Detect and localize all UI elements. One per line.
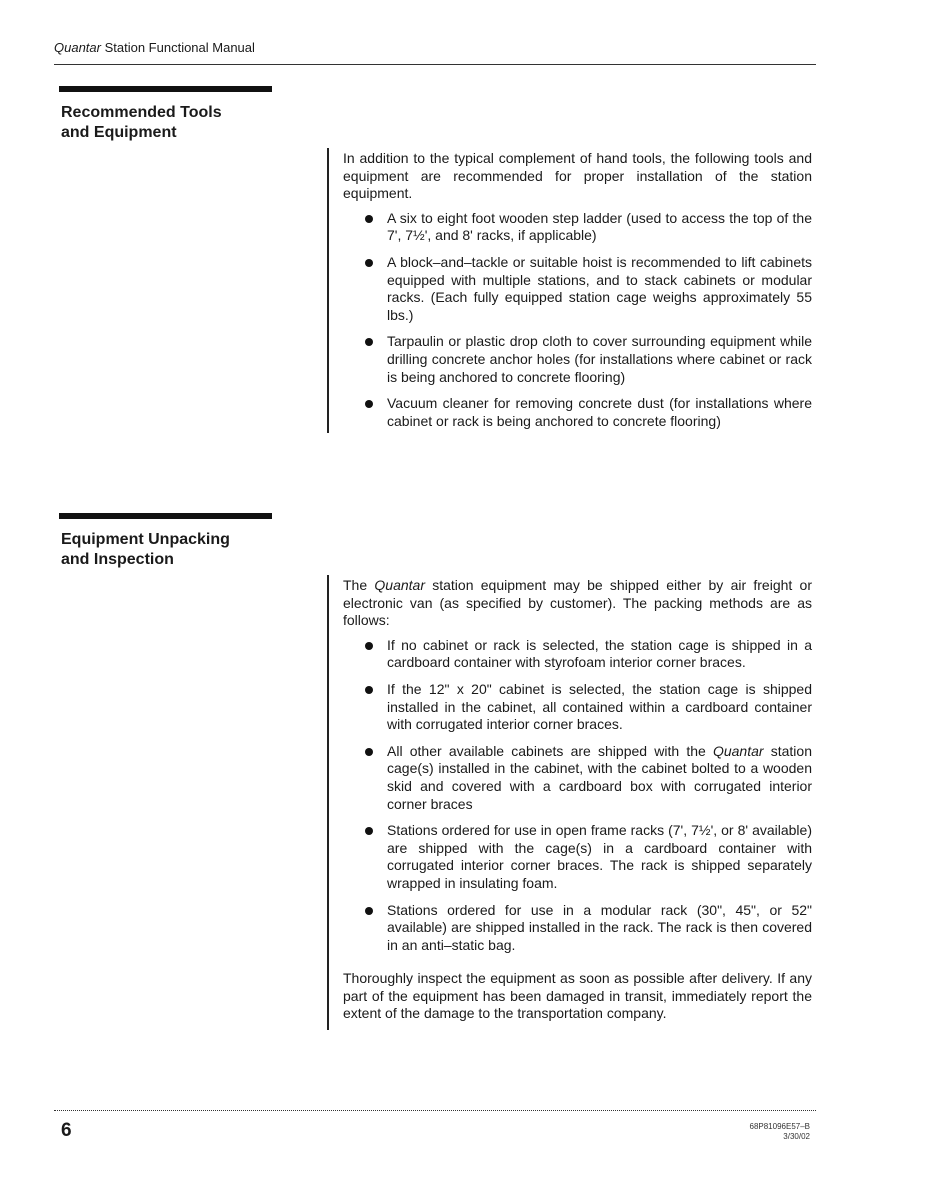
- bullet-list: [343, 637, 812, 955]
- list-item-text: If no cabinet or rack is selected, the station cage is shipped in a cardboard container with styrofoam interior corner braces.: [387, 636, 812, 671]
- intro-text: station equipment may be shipped either by air freight or electronic van (as specified by customer). The packing methods are as follows:: [343, 577, 813, 629]
- document-code: [750, 1122, 811, 1142]
- list-item-text: Stations ordered for use in a modular rack (30", 45", or 52" available) are shipped installed in the rack. The rack is then covered in an anti–static bag.: [387, 901, 812, 953]
- list-item-text: A six to eight foot wooden step ladder (used to access the top of the 7', 7½', and 8' racks, if applicable): [387, 209, 812, 244]
- list-item: [343, 902, 812, 955]
- bullet-icon: [365, 400, 373, 408]
- bullet-icon: [365, 748, 373, 756]
- list-item: [343, 254, 812, 324]
- list-item: [343, 333, 812, 386]
- change-bar: [327, 148, 329, 433]
- section-bar-unpacking: [59, 513, 272, 519]
- running-header: [54, 40, 255, 55]
- section-title-tools: [61, 103, 291, 143]
- bullet-icon: [365, 686, 373, 694]
- bullet-icon: [365, 215, 373, 223]
- intro-text: The: [343, 577, 375, 593]
- product-name: Quantar: [374, 577, 425, 593]
- section-title-line: and Equipment: [61, 124, 177, 141]
- doc-date: 3/30/02: [783, 1132, 810, 1141]
- page-number: 6: [61, 1120, 72, 1141]
- list-item: [343, 743, 812, 813]
- closing-paragraph: Thoroughly inspect the equipment as soon as possible after delivery. If any part of the equipment has been damaged in transit, immediately report the extent of the damage to the transportation company.: [343, 970, 812, 1022]
- bullet-icon: [365, 338, 373, 346]
- product-name: Quantar: [712, 742, 764, 759]
- list-item: [343, 822, 812, 892]
- list-item: [343, 395, 812, 430]
- list-item: [343, 681, 812, 734]
- section-bar-tools: [59, 86, 272, 92]
- header-product-name: Quantar: [54, 40, 101, 55]
- section-title-unpacking: [61, 530, 291, 570]
- section-title-line: and Inspection: [61, 551, 174, 568]
- bullet-icon: [365, 907, 373, 915]
- section-body-unpacking: [343, 577, 812, 1030]
- bullet-icon: [365, 642, 373, 650]
- list-item: [343, 210, 812, 245]
- intro-paragraph: In addition to the typical complement of hand tools, the following tools and equipment are recommended for proper installation of the station equipment.: [343, 150, 812, 202]
- list-item-text: All other available cabinets are shipped with the: [387, 742, 713, 759]
- change-bar: [327, 575, 329, 1030]
- list-item-text: Stations ordered for use in open frame racks (7', 7½', or 8' available) are shipped with the cage(s) in a cardboard container with corrugated interior corner braces. The rack is shipped separately wrapped in insulating foam.: [387, 822, 812, 891]
- list-item-text: If the 12" x 20" cabinet is selected, the station cage is shipped installed in the cabinet, all contained within a cardboard container with corrugated interior corner braces.: [387, 680, 812, 733]
- doc-number: 68P81096E57–B: [749, 1122, 810, 1131]
- header-rule: [54, 64, 816, 65]
- bullet-list: [343, 210, 812, 431]
- bullet-icon: [365, 259, 373, 267]
- section-title-line: Recommended Tools: [61, 104, 222, 121]
- list-item-text: A block–and–tackle or suitable hoist is recommended to lift cabinets equipped with multiple stations, and to stack cabinets or modular racks. (Each fully equipped station cage weighs approximately 55 lbs.): [387, 253, 812, 323]
- section-body-tools: [343, 150, 812, 439]
- list-item-text: Vacuum cleaner for removing concrete dust (for installations where cabinet or rack is being anchored to concrete flooring): [387, 395, 812, 429]
- list-item-text: Tarpaulin or plastic drop cloth to cover surrounding equipment while drilling concrete anchor holes (for installations where cabinet or rack is being anchored to concrete flooring): [387, 333, 812, 385]
- list-item-text: station cage(s) installed in the cabinet, with the cabinet bolted to a wooden skid and covered with a cardboard box with corrugated interior corner braces: [387, 742, 812, 812]
- section-title-line: Equipment Unpacking: [61, 531, 230, 548]
- bullet-icon: [365, 827, 373, 835]
- intro-paragraph: [343, 577, 812, 630]
- header-manual-name: Station Functional Manual: [100, 40, 255, 55]
- footer-rule: [54, 1110, 816, 1111]
- list-item: [343, 637, 812, 672]
